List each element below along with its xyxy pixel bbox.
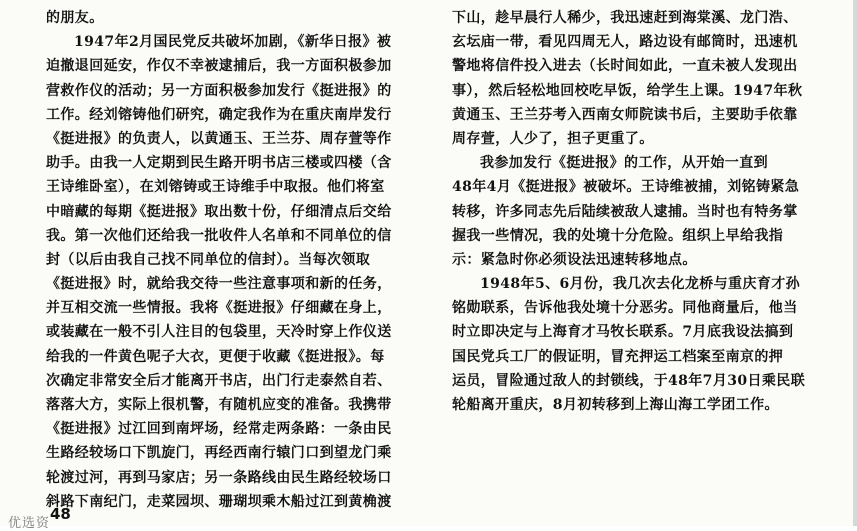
text-line: 48年4月《挺进报》被破坏。王诗维被捕，刘铭铸紧急 bbox=[452, 179, 800, 196]
text-line: 封（以后由我自己找不同单位的信封）。当每次领取 bbox=[46, 251, 371, 268]
text-line: 落落大方，实际上很机警，有随机应变的准备。我携带 bbox=[46, 397, 392, 413]
text-line: 中暗藏的每期《挺进报》取出数十份，仔细清点后交给 bbox=[46, 203, 392, 220]
text-line: 王诗维卧室），在刘镕铸或王诗维手中取报。他们将室 bbox=[46, 179, 385, 196]
text-line: 警地将信件投入进去（长时间如此，一直未被人发现出 bbox=[452, 58, 798, 75]
left-text-column bbox=[46, 6, 414, 514]
text-line: 周存萱，人少了，担子更重了。 bbox=[452, 130, 654, 147]
text-line: 迫撤退回延安，作仅不幸被逮捕后，我一方面积极参加 bbox=[46, 58, 392, 75]
text-line: 黄通玉、王兰芬考入西南女师院读书后，主要助手依靠 bbox=[452, 106, 798, 123]
text-line: 轮船离开重庆，8月初转移到上海山海工学团工作。 bbox=[452, 397, 779, 413]
text-line: 握我一些情况，我的处境十分危险。组织上早给我指 bbox=[452, 227, 784, 244]
text-line: 《挺进报》的负责人，以黄通玉、王兰芬、周存萱等作 bbox=[46, 130, 392, 147]
text-line: 1948年5、6月份，我几次去化龙桥与重庆育才孙 bbox=[480, 276, 801, 293]
text-line: 《挺进报》过江回到南坪场，经常走两条路：一条由民 bbox=[46, 421, 392, 438]
text-line: 示：紧急时你必须设法迅速转移地点。 bbox=[452, 251, 697, 268]
text-line: 或装藏在一般不引人注目的包袋里，天冷时穿上作仪送 bbox=[46, 324, 392, 341]
text-line: 时立即决定与上海育才马牧长联系。7月底我设法搞到 bbox=[452, 324, 794, 341]
text-line: 1947年2月国民党反共破坏加剧，《新华日报》被 bbox=[74, 34, 392, 51]
text-line: 玄坛庙一带，看见四周无人，路边设有邮筒时，迅速机 bbox=[452, 34, 798, 51]
text-line: 助手。由我一人定期到民生路开明书店三楼或四楼（含 bbox=[46, 155, 392, 172]
text-line: 生路经较场口下凯旋门，再经西南行辕门口到望龙门乘 bbox=[46, 445, 392, 462]
text-line: 给我的一件黄色呢子大衣，更便于收藏《挺进报》。每 bbox=[46, 348, 385, 365]
text-line: 次确定非常安全后才能离开书店，出门行走泰然自若、 bbox=[46, 372, 392, 389]
text-line: 转移，许多同志先后陆续被敌人逮捕。当时也有特务掌 bbox=[452, 203, 798, 220]
page-number: 48 bbox=[50, 505, 71, 523]
text-line: 工作。经刘镕铸他们研究，确定我作为在重庆南岸发行 bbox=[46, 106, 392, 123]
text-line: 轮渡过河，再到马家店；另一条路线由民生路经较场口 bbox=[46, 469, 392, 486]
scan-edge bbox=[853, 0, 857, 526]
text-line: 的朋友。 bbox=[46, 10, 104, 26]
right-text-column bbox=[452, 6, 810, 417]
text-line: 并互相交流一些情报。我将《挺进报》仔细藏在身上， bbox=[46, 300, 392, 317]
text-line: 斜路下南纪门，走菜园坝、珊瑚坝乘木船过江到黄桷渡 bbox=[46, 493, 392, 510]
text-line: 我。第一次他们还给我一批收件人名单和不同单位的信 bbox=[46, 227, 392, 244]
text-line: 营救作仪的活动；另一方面积极参加发行《挺进报》的 bbox=[46, 82, 392, 99]
text-line: 下山，趁早晨行人稀少，我迅速赶到海棠溪、龙门浩、 bbox=[452, 10, 798, 26]
text-line: 国民党兵工厂的假证明，冒充押运工档案至南京的押 bbox=[452, 348, 784, 365]
text-line: 铭勋联系，告诉他我处境十分恶劣。同他商量后，他当 bbox=[452, 300, 798, 317]
text-line: 事），然后轻松地回校吃早饭，给学生上课。1947年秋 bbox=[452, 82, 803, 99]
text-line: 我参加发行《挺进报》的工作，从开始一直到 bbox=[480, 155, 768, 172]
text-line: 《挺进报》时，就给我交待一些注意事项和新的任务， bbox=[46, 276, 392, 293]
text-line: 运员，冒险通过敌人的封锁线，于48年7月30日乘民联 bbox=[452, 372, 806, 389]
footer-text: 优选资 bbox=[8, 516, 51, 531]
